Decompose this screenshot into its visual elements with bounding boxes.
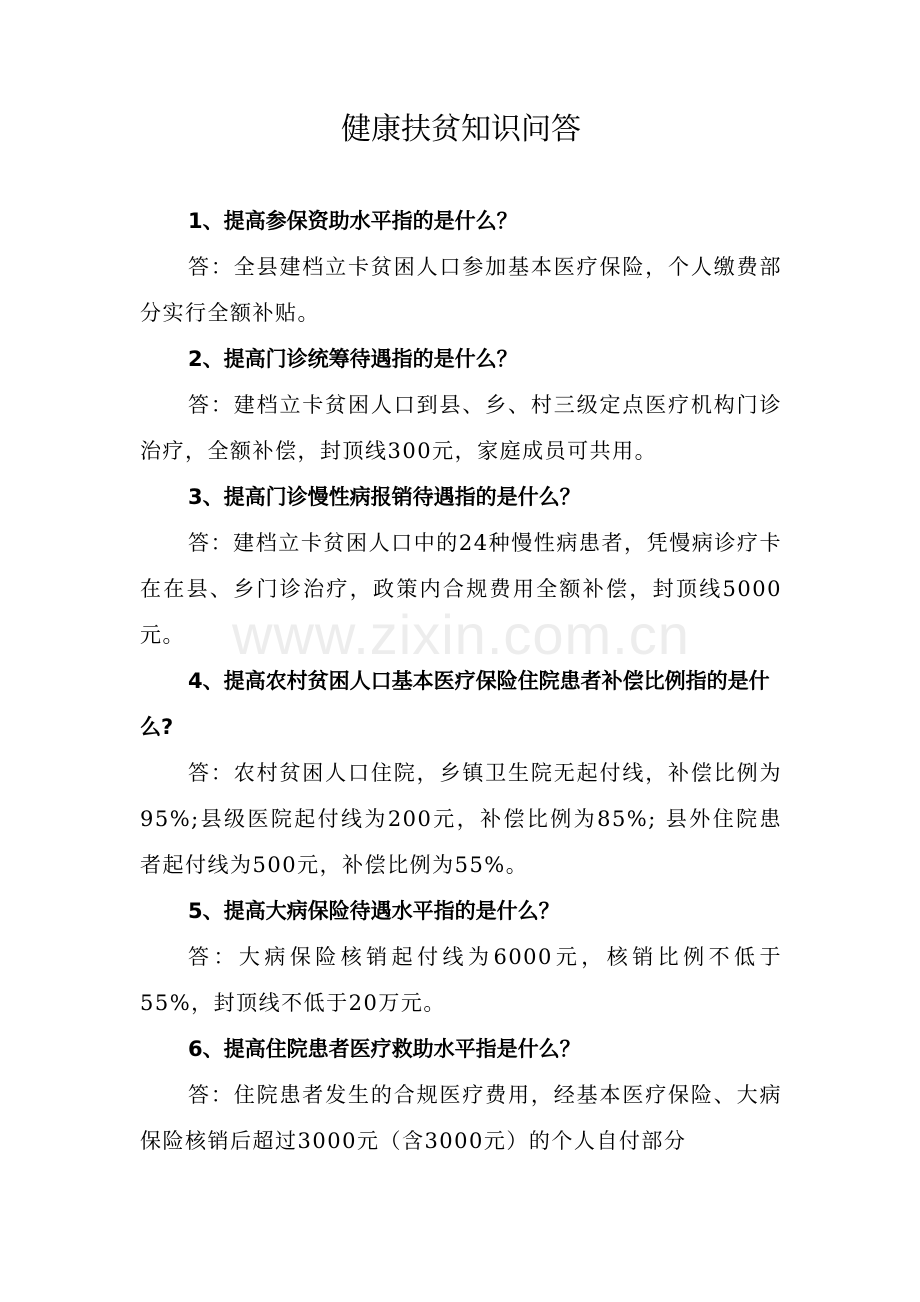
qa-item-1 [140, 198, 782, 336]
question-2: 2、提高门诊统筹待遇指的是什么？ [188, 347, 518, 371]
answer-4: 答：农村贫困人口住院，乡镇卫生院无起付线，补偿比例为95%;县级医院起付线为200元，补偿比例为85%; 县外住院患者起付线为500元，补偿比例为55%。 [140, 761, 782, 877]
document-title: 健康扶贫知识问答 [341, 112, 581, 147]
qa-item-2 [140, 336, 782, 474]
question-1: 1、提高参保资助水平指的是什么？ [188, 209, 518, 233]
document-page [140, 108, 782, 1164]
question-5: 5、提高大病保险待遇水平指的是什么？ [188, 899, 560, 923]
answer-5: 答：大病保险核销起付线为6000元，核销比例不低于55%，封顶线不低于20万元。 [140, 945, 782, 1015]
question-6: 6、提高住院患者医疗救助水平指是什么？ [188, 1037, 581, 1061]
question-4: 4、提高农村贫困人口基本医疗保险住院患者补偿比例指的是什么? [140, 669, 770, 739]
answer-6: 答：住院患者发生的合规医疗费用，经基本医疗保险、大病保险核销后超过3000元（含3000元）的个人自付部分 [140, 1083, 782, 1153]
answer-1: 答：全县建档立卡贫困人口参加基本医疗保险，个人缴费部分实行全额补贴。 [140, 255, 782, 325]
qa-item-6 [140, 1026, 782, 1164]
question-3: 3、提高门诊慢性病报销待遇指的是什么？ [188, 485, 581, 509]
qa-item-3 [140, 474, 782, 658]
qa-item-5 [140, 888, 782, 1026]
answer-3: 答：建档立卡贫困人口中的24种慢性病患者，凭慢病诊疗卡在在县、乡门诊治疗，政策内合规费用全额补偿，封顶线5000元。 [140, 531, 782, 647]
watermark: www.zixin.com.cn [232, 603, 690, 666]
answer-2: 答：建档立卡贫困人口到县、乡、村三级定点医疗机构门诊治疗，全额补偿，封顶线300元，家庭成员可共用。 [140, 393, 782, 463]
qa-item-4 [140, 658, 782, 888]
